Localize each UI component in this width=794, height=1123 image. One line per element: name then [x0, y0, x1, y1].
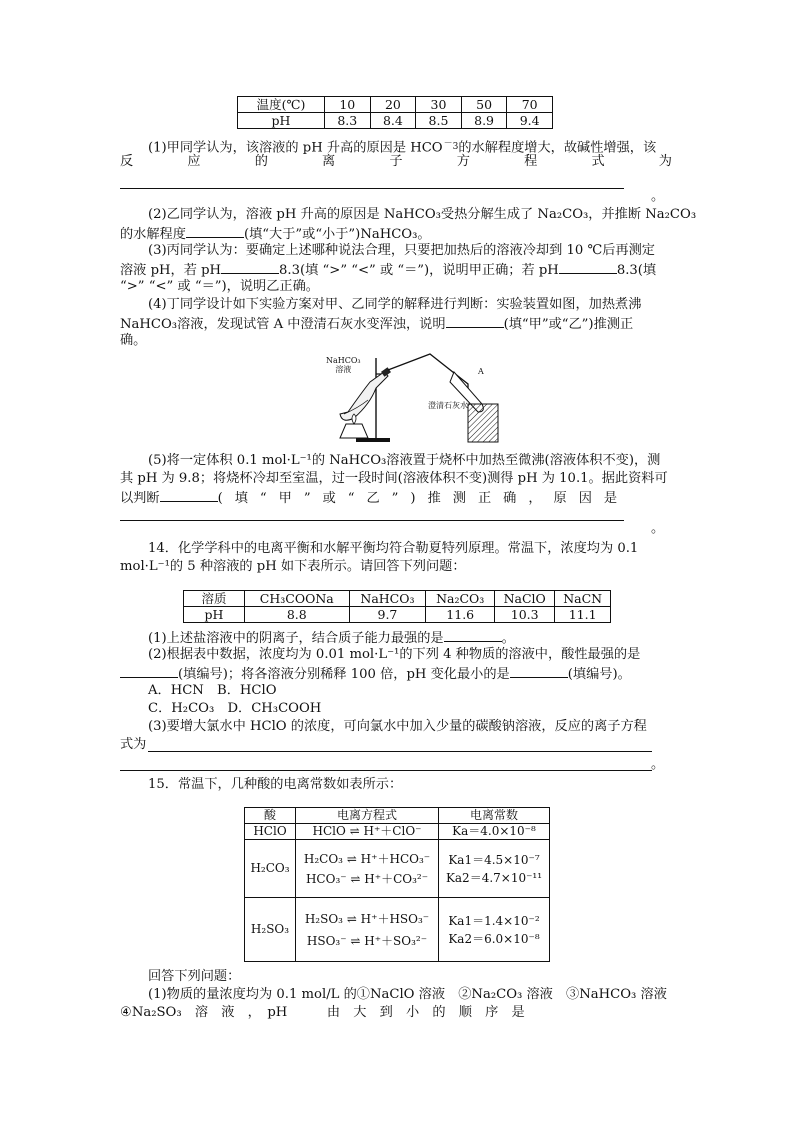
label-nahco3	[326, 356, 361, 374]
eq-line: H₂CO₃ ⇌ H⁺＋HCO₃⁻	[303, 851, 431, 866]
q14-s3-line1: (3)要增大氯水中 HClO 的浓度，可向氯水中加入少量的碳酸钠溶液，反应的离子方程	[148, 719, 647, 734]
table-cell: 9.4	[507, 113, 553, 129]
table-cell: NaHCO₃	[349, 591, 426, 607]
table-cell: 10.3	[495, 607, 555, 623]
table-cell: CH₃COONa	[245, 591, 350, 607]
q14-line1: 14．化学学科中的电离平衡和水解平衡均符合勒夏特列原理。常温下，浓度均为 0.1	[148, 541, 639, 556]
label-nahco3-1: NaHCO₃	[326, 356, 361, 365]
q14-s3-line2: 式为	[120, 737, 147, 752]
q2-text-a: 的水解程度	[120, 227, 186, 242]
q5-line2: 其 pH 为 9.8；将烧杯冷却至室温，过一段时间(溶液体积不变)测得 pH 为 10.1。据此资料可	[120, 471, 668, 486]
answer-blank[interactable]	[148, 751, 652, 752]
table-cell: 50	[461, 97, 507, 113]
table-row	[245, 824, 550, 840]
q4-text-b: (填“甲”或“乙”)推测正	[503, 317, 634, 332]
answer-blank[interactable]	[120, 664, 178, 678]
q1-line1: (1)甲同学认为，该溶液的 pH 升高的原因是 $HCO^{-_3}$的水解程度增大，故碱性增强，该	[148, 139, 657, 156]
table-cell: 11.1	[555, 607, 611, 623]
support-block	[468, 404, 498, 442]
q14-options-2: C．H₂CO₃ D．CH₃COOH	[148, 701, 322, 716]
table-header: 电离方程式	[296, 808, 439, 824]
table-row	[245, 840, 550, 898]
eq-line: HSO₃⁻ ⇌ H⁺＋SO₃²⁻	[306, 933, 428, 948]
k-line: Ka1＝1.4×10⁻²	[448, 913, 540, 928]
table-cell: Na₂CO₃	[426, 591, 495, 607]
table-cell: H₂SO₃	[245, 898, 296, 962]
q14-s1-end: 。	[501, 631, 515, 646]
table-cell: 溶质	[184, 591, 245, 607]
table-cell: pH	[238, 113, 325, 129]
q14-s1	[148, 628, 515, 648]
table-cell	[439, 898, 550, 962]
q5-end: 。	[651, 521, 665, 536]
q4-line3: 确。	[120, 333, 147, 348]
answer-blank[interactable]	[221, 260, 279, 274]
table-row	[238, 97, 553, 113]
table-cell: 30	[416, 97, 462, 113]
q1-line2: 反应的离子方程式为	[120, 154, 672, 169]
label-a: A	[478, 367, 484, 376]
q1-text-a: (1)甲同学认为，该溶液的 pH 升高的原因是 HCO	[148, 140, 443, 156]
q5-text-b: (填“甲”或“乙”)推测正确，原因是	[217, 491, 630, 506]
table-cell: H₂CO₃	[245, 840, 296, 898]
q4-text-a: NaHCO₃溶液，发现试管 A 中澄清石灰水变浑浊，说明	[120, 317, 446, 332]
answer-blank[interactable]	[120, 520, 624, 521]
table-cell: 10	[325, 97, 371, 113]
label-limewater: 澄清石灰水	[428, 401, 468, 410]
q14-s1-text: (1)上述盐溶液中的阴离子，结合质子能力最强的是	[148, 631, 444, 646]
table-cell: pH	[184, 607, 245, 623]
table-cell: HClO ⇌ H⁺＋ClO⁻	[296, 824, 439, 840]
q15-s1-line2: ④Na₂SO₃ 溶 液 ， pH 由 大 到 小 的 顺 序 是	[120, 1005, 525, 1020]
table-row	[184, 591, 611, 607]
table-row	[245, 808, 550, 824]
table-cell: 8.5	[416, 113, 462, 129]
q3-text-b: 8.3(填 “>” “<” 或 “＝”)，说明甲正确；若 pH	[279, 263, 559, 278]
table-cell: HClO	[245, 824, 296, 840]
table-cell: NaCN	[555, 591, 611, 607]
q1-end: 。	[651, 189, 665, 204]
k-line: Ka2＝4.7×10⁻¹¹	[445, 870, 543, 885]
k-line: Ka1＝4.5×10⁻⁷	[448, 852, 540, 867]
answer-blank[interactable]	[186, 224, 244, 238]
q14-s2-text: (填编号)；将各溶液分别稀释 100 倍，pH 变化最小的是	[178, 667, 510, 682]
table-cell: 8.8	[245, 607, 350, 623]
q14-options-1: A．HCN B．HClO	[148, 683, 277, 698]
table-cell: 11.6	[426, 607, 495, 623]
q3-line1: (3)丙同学认为：要确定上述哪种说法合理，只要把加热后的溶液冷却到 10 ℃后再测定	[148, 243, 655, 258]
q3-text-a: 溶液 pH，若 pH	[120, 263, 222, 278]
table-cell: 20	[370, 97, 416, 113]
table-cell: 8.9	[461, 113, 507, 129]
q4-line2	[120, 314, 633, 334]
flame	[352, 414, 356, 424]
alcohol-lamp	[340, 424, 368, 438]
eq-line: HCO₃⁻ ⇌ H⁺＋CO₃²⁻	[305, 871, 429, 886]
q14-s2-end: (填编号)。	[567, 667, 631, 682]
answer-blank[interactable]	[510, 664, 568, 678]
q5-text-a: 以判断	[120, 491, 160, 506]
q2-text-b: (填“大于”或“小于”)NaHCO₃。	[243, 227, 431, 242]
table-cell	[296, 898, 439, 962]
table-cell: 温度(℃)	[238, 97, 325, 113]
q4-line1: (4)丁同学设计如下实验方案对甲、乙同学的解释进行判断：实验装置如图，加热煮沸	[148, 297, 642, 312]
q1-text-b: 的水解程度增大，故碱性增强，该	[458, 140, 657, 156]
answer-blank[interactable]	[120, 770, 652, 771]
k-line: Ka2＝6.0×10⁻⁸	[448, 931, 540, 946]
q15-answer-header: 回答下列问题：	[148, 969, 241, 984]
table-cell	[439, 840, 550, 898]
q14-line2: mol·L⁻¹的 5 种溶液的 pH 如下表所示。请回答下列问题：	[120, 559, 466, 574]
solute-ph-table	[183, 590, 611, 623]
table-cell: 9.7	[349, 607, 426, 623]
q3-text-c: 8.3(填	[616, 263, 657, 278]
q14-end: 。	[651, 757, 665, 772]
table-row	[245, 898, 550, 962]
q2-line2	[120, 224, 431, 244]
acid-ionization-table	[244, 807, 550, 962]
answer-blank[interactable]	[444, 628, 502, 642]
table-header: 电离常数	[439, 808, 550, 824]
table-cell: Ka＝4.0×10⁻⁸	[439, 824, 550, 840]
q14-s2-line1: (2)根据表中数据，浓度均为 0.01 mol·L⁻¹的下列 4 种物质的溶液中，酸性最强的是	[148, 647, 641, 662]
table-cell	[296, 840, 439, 898]
q15-s1-line1: (1)物质的量浓度均为 0.1 mol/L 的①NaClO 溶液 ②Na₂CO₃ 溶液 ③NaHCO₃ 溶液	[148, 987, 667, 1002]
q3-line3: “>” “<” 或 “＝”)，说明乙正确。	[120, 279, 319, 294]
flask	[340, 372, 388, 420]
q3-line2	[120, 260, 656, 280]
answer-blank[interactable]	[120, 188, 624, 189]
table-cell: 70	[507, 97, 553, 113]
eq-line: H₂SO₃ ⇌ H⁺＋HSO₃⁻	[304, 911, 430, 926]
answer-blank[interactable]	[559, 260, 617, 274]
answer-blank[interactable]	[160, 488, 218, 502]
label-nahco3-2: 溶液	[335, 365, 352, 374]
q5-line1: (5)将一定体积 0.1 mol·L⁻¹的 NaHCO₃溶液置于烧杯中加热至微沸(溶液体积不变)，测	[148, 453, 661, 468]
table-cell: 8.3	[325, 113, 371, 129]
q2-line1: (2)乙同学认为，溶液 pH 升高的原因是 NaHCO₃受热分解生成了 Na₂CO₃，并推断 Na₂CO₃	[148, 207, 697, 222]
table-cell: NaClO	[495, 591, 555, 607]
table-header: 酸	[245, 808, 296, 824]
stand-base	[356, 438, 390, 442]
answer-blank[interactable]	[446, 314, 504, 328]
temperature-ph-table	[237, 96, 553, 129]
table-row	[184, 607, 611, 623]
q14-s2-line2	[120, 664, 631, 684]
table-row	[238, 113, 553, 129]
table-cell: 8.4	[370, 113, 416, 129]
q5-line3	[120, 488, 672, 508]
q15-line1: 15．常温下，几种酸的电离常数如表所示：	[148, 777, 403, 792]
